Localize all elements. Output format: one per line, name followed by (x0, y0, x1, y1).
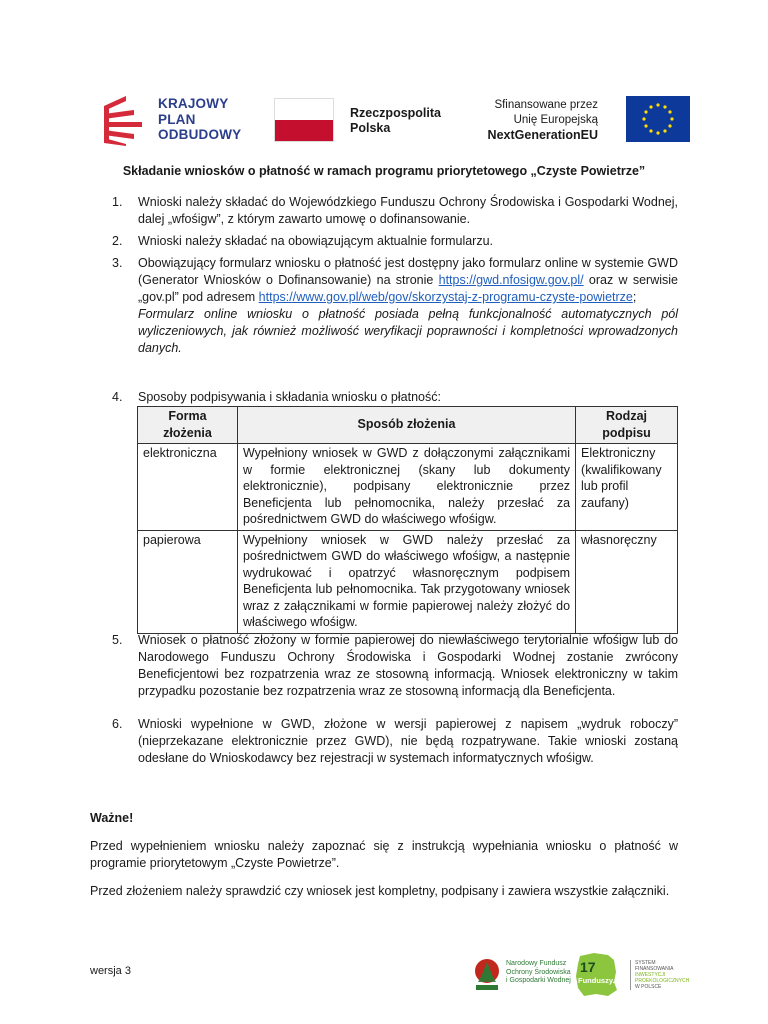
list-item-5: 5. Wniosek o płatność złożony w formie papierowej do niewłaściwego terytorialnie wfośigw lub do Narodowego Funduszu Ochrony Środowiska i Gospodarki Wodnej zostanie zwrócony Beneficjentowi bez rozpatrzenia wraz ze stosowną informacją. Wniosek elektroniczny w takim przypadku pozostanie bez rozpatrzenia wraz ze stosowną informacją dla Beneficjenta. (112, 633, 678, 698)
system-logo-text: SYSTEM FINANSOWANIA INWESTYCJI PROEKOLOGICZNYCH W POLSCE (630, 960, 689, 990)
table-cell-sposob: Wypełniony wniosek w GWD należy przesłać za pośrednictwem GWD do właściwego wfośigw, a następnie wydrukować i opatrzyć własnoręcznym podpisem Beneficjenta lub pełnomocnika. Tak przygotowany wniosek wraz z załącznikami w formie papierowej należy złożyć do właściwego wfośigw. (237, 530, 575, 633)
table-cell-forma: elektroniczna (138, 444, 238, 531)
column-header: Rodzaj podpisu (576, 407, 678, 444)
list-item-1: 1. Wnioski należy składać do Wojewódzkiego Funduszu Ochrony Środowiska i Gospodarki Wodnej, dalej „wfośigw”, z którym zawarto umowę o dofinansowanie. (112, 195, 678, 226)
table-cell-sposob: Wypełniony wniosek w GWD z dołączonymi załącznikami w formie elektronicznej (skany lub dokumenty elektronicznie), podpisany elektronicznie przez Beneficjenta lub pełnomocnika, należy przesłać za pośrednictwem GWD do właściwego wfośigw. (237, 444, 575, 531)
important-heading: Ważne! (90, 811, 134, 825)
kpo-logo-text: KRAJOWY PLAN ODBUDOWY (158, 96, 242, 142)
online-form-note: Formularz online wniosku o płatność posiada pełną funkcjonalność automatycznych pól wyliczeniowych, jak również możliwość weryfikacji poprawności i kompletności wprowadzonych danych. (138, 307, 678, 355)
list-item-4: 4. Sposoby podpisywania i składania wniosku o płatność: (112, 390, 441, 404)
eu-flag-icon (626, 96, 690, 142)
table-cell-forma: papierowa (138, 530, 238, 633)
footer-logos (470, 952, 690, 1000)
submission-methods-table (137, 406, 678, 634)
eu-funding-text: Sfinansowane przez Unię Europejską NextGenerationEU (487, 99, 598, 142)
funduszy-word: Funduszy.pl (578, 976, 622, 985)
table-row (138, 444, 678, 531)
rzeczpospolita-text: Rzeczpospolita Polska (350, 106, 441, 135)
gwd-link[interactable]: https://gwd.nfosigw.gov.pl/ (438, 273, 584, 287)
gov-pl-link[interactable]: https://www.gov.pl/web/gov/skorzystaj-z-programu-czyste-powietrze (258, 290, 633, 304)
polish-flag-icon (274, 98, 334, 142)
column-header: Forma złożenia (138, 407, 238, 444)
document-title: Składanie wniosków o płatność w ramach programu priorytetowego „Czyste Powietrze” (122, 164, 646, 178)
column-header: Sposób złożenia (237, 407, 575, 444)
numbered-list (112, 194, 678, 357)
nfosigw-logo-text: Narodowy Fundusz Ochrony Środowiska i Gospodarki Wodnej (506, 960, 571, 984)
list-item-6: 6. Wnioski wypełnione w GWD, złożone w wersji papierowej z napisem „wydruk roboczy” (nieprzekazane elektronicznie przez GWD), nie będą rozpatrywane. Takie wnioski zostaną odesłane do Wnioskodawcy bez rejestracji w systemach informatycznych wfośigw. (112, 717, 678, 765)
eu-funding-logo (470, 96, 690, 144)
nfosigw-tree-icon (474, 958, 500, 992)
kpo-logo (102, 94, 252, 148)
list-item-2: 2. Wnioski należy składać na obowiązującym aktualnie formularzu. (112, 234, 494, 248)
table-row (138, 530, 678, 633)
funduszy-number: 17 (580, 959, 596, 975)
important-paragraph-1: Przed wypełnieniem wniosku należy zapoznać się z instrukcją wypełniania wniosku o płatność w programie priorytetowym „Czyste Powietrze”. (90, 839, 678, 870)
kpo-building-icon (104, 96, 148, 146)
important-paragraph-2: Przed złożeniem należy sprawdzić czy wniosek jest kompletny, podpisany i zawiera wszystkie załączniki. (90, 884, 670, 898)
table-cell-podpis: Elektroniczny (kwalifikowany lub profil zaufany) (576, 444, 678, 531)
list-item-3: 3. Obowiązujący formularz wniosku o płatność jest dostępny jako formularz online w systemie GWD (Generator Wniosków o Dofinansowanie) na stronie https://gwd.nfosigw.gov.pl/ oraz w serwisie „gov.pl” pod adresem https://www.gov.pl/web/gov/skorzystaj-z-programu-czyste-powietrze; Formularz online wniosku o płatność posiada pełną funkcjonalność automatycznych pól wyliczeniowych, jak również możliwość weryfikacji poprawności i kompletności wprowadzonych danych. (112, 256, 678, 355)
version-label: wersja 3 (90, 965, 131, 977)
table-header-row (138, 407, 678, 444)
table-cell-podpis: własnoręczny (576, 530, 678, 633)
header-logos (102, 92, 682, 148)
